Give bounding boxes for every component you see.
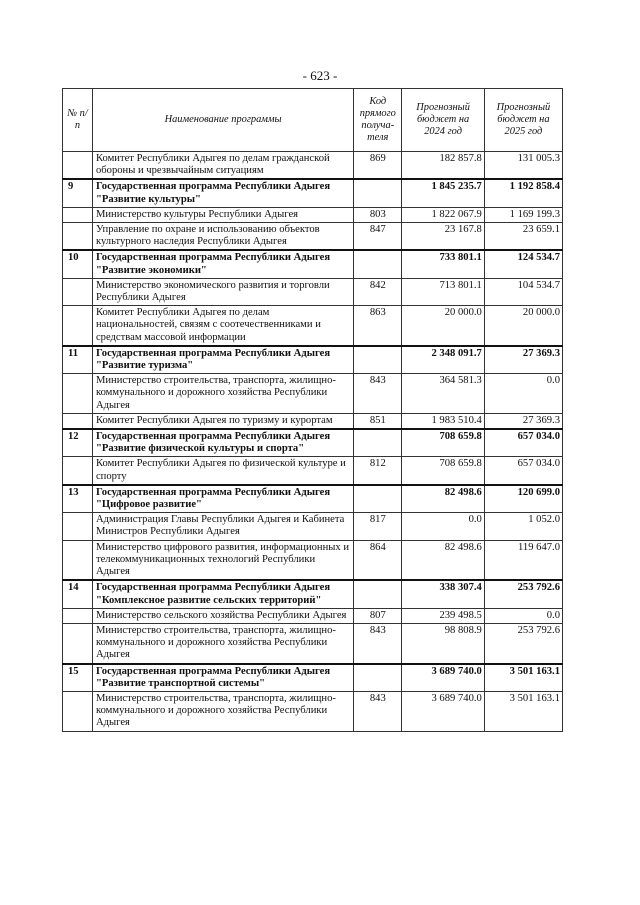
program-name: Управление по охране и использованию объектов культурного наследия Республики Адыгея (92, 223, 353, 251)
row-number (63, 608, 93, 623)
budget-2025: 0.0 (484, 374, 562, 414)
program-row (63, 346, 563, 374)
recipient-row (63, 306, 563, 346)
recipient-row (63, 278, 563, 305)
program-name: Министерство строительства, транспорта, жилищно-коммунального и дорожного хозяйства Республики Адыгея (92, 374, 353, 414)
program-name: Комитет Республики Адыгея по делам гражданской обороны и чрезвычайным ситуациям (92, 152, 353, 180)
budget-2025: 1 169 199.3 (484, 207, 562, 222)
budget-2024: 98 808.9 (402, 623, 484, 663)
row-number (63, 413, 93, 429)
recipient-code: 869 (354, 152, 402, 180)
table-body (63, 152, 563, 732)
budget-2025: 27 369.3 (484, 346, 562, 374)
budget-2024: 2 348 091.7 (402, 346, 484, 374)
recipient-code (354, 179, 402, 207)
budget-2025: 27 369.3 (484, 413, 562, 429)
row-number (63, 513, 93, 540)
budget-2025: 1 192 858.4 (484, 179, 562, 207)
budget-table (62, 88, 563, 732)
recipient-code: 803 (354, 207, 402, 222)
program-name: Государственная программа Республики Адыгея "Развитие физической культуры и спорта" (92, 429, 353, 457)
recipient-code: 851 (354, 413, 402, 429)
row-number: 9 (63, 179, 93, 207)
header-code: Код прямого получа-теля (354, 89, 402, 152)
program-name: Министерство культуры Республики Адыгея (92, 207, 353, 222)
recipient-code (354, 250, 402, 278)
page-number: - 623 - (302, 68, 338, 83)
budget-2025: 3 501 163.1 (484, 664, 562, 692)
program-row (63, 429, 563, 457)
row-number (63, 540, 93, 580)
header-budget-2025: Прогнозный бюджет на 2025 год (484, 89, 562, 152)
recipient-row (63, 608, 563, 623)
budget-2025: 657 034.0 (484, 429, 562, 457)
budget-2025: 657 034.0 (484, 457, 562, 485)
budget-2025: 0.0 (484, 608, 562, 623)
budget-2024: 1 845 235.7 (402, 179, 484, 207)
budget-2024: 713 801.1 (402, 278, 484, 305)
recipient-row (63, 457, 563, 485)
program-name: Министерство сельского хозяйства Республики Адыгея (92, 608, 353, 623)
program-name: Государственная программа Республики Адыгея "Развитие экономики" (92, 250, 353, 278)
program-row (63, 250, 563, 278)
recipient-code: 842 (354, 278, 402, 305)
recipient-row (63, 223, 563, 251)
budget-2024: 0.0 (402, 513, 484, 540)
budget-2024: 1 983 510.4 (402, 413, 484, 429)
row-number: 12 (63, 429, 93, 457)
budget-2024: 1 822 067.9 (402, 207, 484, 222)
recipient-row (63, 691, 563, 731)
row-number (63, 207, 93, 222)
budget-2024: 82 498.6 (402, 540, 484, 580)
budget-2025: 3 501 163.1 (484, 691, 562, 731)
row-number: 13 (63, 485, 93, 513)
budget-2025: 23 659.1 (484, 223, 562, 251)
budget-2024: 708 659.8 (402, 457, 484, 485)
program-row (63, 580, 563, 608)
program-name: Министерство строительства, транспорта, жилищно-коммунального и дорожного хозяйства Республики Адыгея (92, 623, 353, 663)
recipient-row (63, 513, 563, 540)
row-number (63, 278, 93, 305)
recipient-code (354, 346, 402, 374)
table-header-row (63, 89, 563, 152)
program-row (63, 179, 563, 207)
recipient-row (63, 413, 563, 429)
header-program-name: Наименование программы (92, 89, 353, 152)
recipient-code (354, 429, 402, 457)
header-number: № п/п (63, 89, 93, 152)
program-name: Государственная программа Республики Адыгея "Развитие культуры" (92, 179, 353, 207)
row-number (63, 374, 93, 414)
budget-2024: 3 689 740.0 (402, 664, 484, 692)
row-number (63, 623, 93, 663)
recipient-code (354, 664, 402, 692)
budget-2024: 182 857.8 (402, 152, 484, 180)
row-number (63, 457, 93, 485)
budget-2024: 20 000.0 (402, 306, 484, 346)
recipient-code: 843 (354, 374, 402, 414)
recipient-row (63, 152, 563, 180)
recipient-code (354, 580, 402, 608)
program-name: Государственная программа Республики Адыгея "Развитие туризма" (92, 346, 353, 374)
budget-2025: 20 000.0 (484, 306, 562, 346)
program-name: Комитет Республики Адыгея по туризму и курортам (92, 413, 353, 429)
program-row (63, 664, 563, 692)
row-number (63, 223, 93, 251)
budget-2025: 120 699.0 (484, 485, 562, 513)
row-number: 11 (63, 346, 93, 374)
recipient-code (354, 485, 402, 513)
recipient-code: 817 (354, 513, 402, 540)
program-name: Министерство экономического развития и торговли Республики Адыгея (92, 278, 353, 305)
recipient-code: 843 (354, 623, 402, 663)
recipient-code: 843 (354, 691, 402, 731)
budget-2025: 124 534.7 (484, 250, 562, 278)
budget-2024: 3 689 740.0 (402, 691, 484, 731)
budget-2025: 1 052.0 (484, 513, 562, 540)
program-name: Министерство цифрового развития, информационных и телекоммуникационных технологий Республики Адыгея (92, 540, 353, 580)
budget-2024: 23 167.8 (402, 223, 484, 251)
budget-2025: 253 792.6 (484, 580, 562, 608)
program-name: Комитет Республики Адыгея по физической культуре и спорту (92, 457, 353, 485)
row-number (63, 306, 93, 346)
program-name: Администрация Главы Республики Адыгея и Кабинета Министров Республики Адыгея (92, 513, 353, 540)
row-number: 14 (63, 580, 93, 608)
recipient-row (63, 374, 563, 414)
budget-2025: 253 792.6 (484, 623, 562, 663)
budget-2024: 338 307.4 (402, 580, 484, 608)
budget-2024: 82 498.6 (402, 485, 484, 513)
recipient-row (63, 207, 563, 222)
program-name: Государственная программа Республики Адыгея "Цифровое развитие" (92, 485, 353, 513)
recipient-code: 864 (354, 540, 402, 580)
budget-2025: 104 534.7 (484, 278, 562, 305)
recipient-code: 807 (354, 608, 402, 623)
recipient-code: 812 (354, 457, 402, 485)
budget-2025: 131 005.3 (484, 152, 562, 180)
recipient-code: 863 (354, 306, 402, 346)
row-number (63, 691, 93, 731)
budget-2024: 733 801.1 (402, 250, 484, 278)
program-name: Министерство строительства, транспорта, жилищно-коммунального и дорожного хозяйства Республики Адыгея (92, 691, 353, 731)
recipient-code: 847 (354, 223, 402, 251)
program-name: Государственная программа Республики Адыгея "Развитие транспортной системы" (92, 664, 353, 692)
budget-2024: 708 659.8 (402, 429, 484, 457)
program-name: Государственная программа Республики Адыгея "Комплексное развитие сельских территорий" (92, 580, 353, 608)
header-budget-2024: Прогнозный бюджет на 2024 год (402, 89, 484, 152)
row-number: 15 (63, 664, 93, 692)
program-name: Комитет Республики Адыгея по делам национальностей, связям с соотечественниками и средствам массовой информации (92, 306, 353, 346)
program-row (63, 485, 563, 513)
budget-2024: 364 581.3 (402, 374, 484, 414)
recipient-row (63, 623, 563, 663)
budget-2025: 119 647.0 (484, 540, 562, 580)
recipient-row (63, 540, 563, 580)
row-number (63, 152, 93, 180)
row-number: 10 (63, 250, 93, 278)
budget-2024: 239 498.5 (402, 608, 484, 623)
